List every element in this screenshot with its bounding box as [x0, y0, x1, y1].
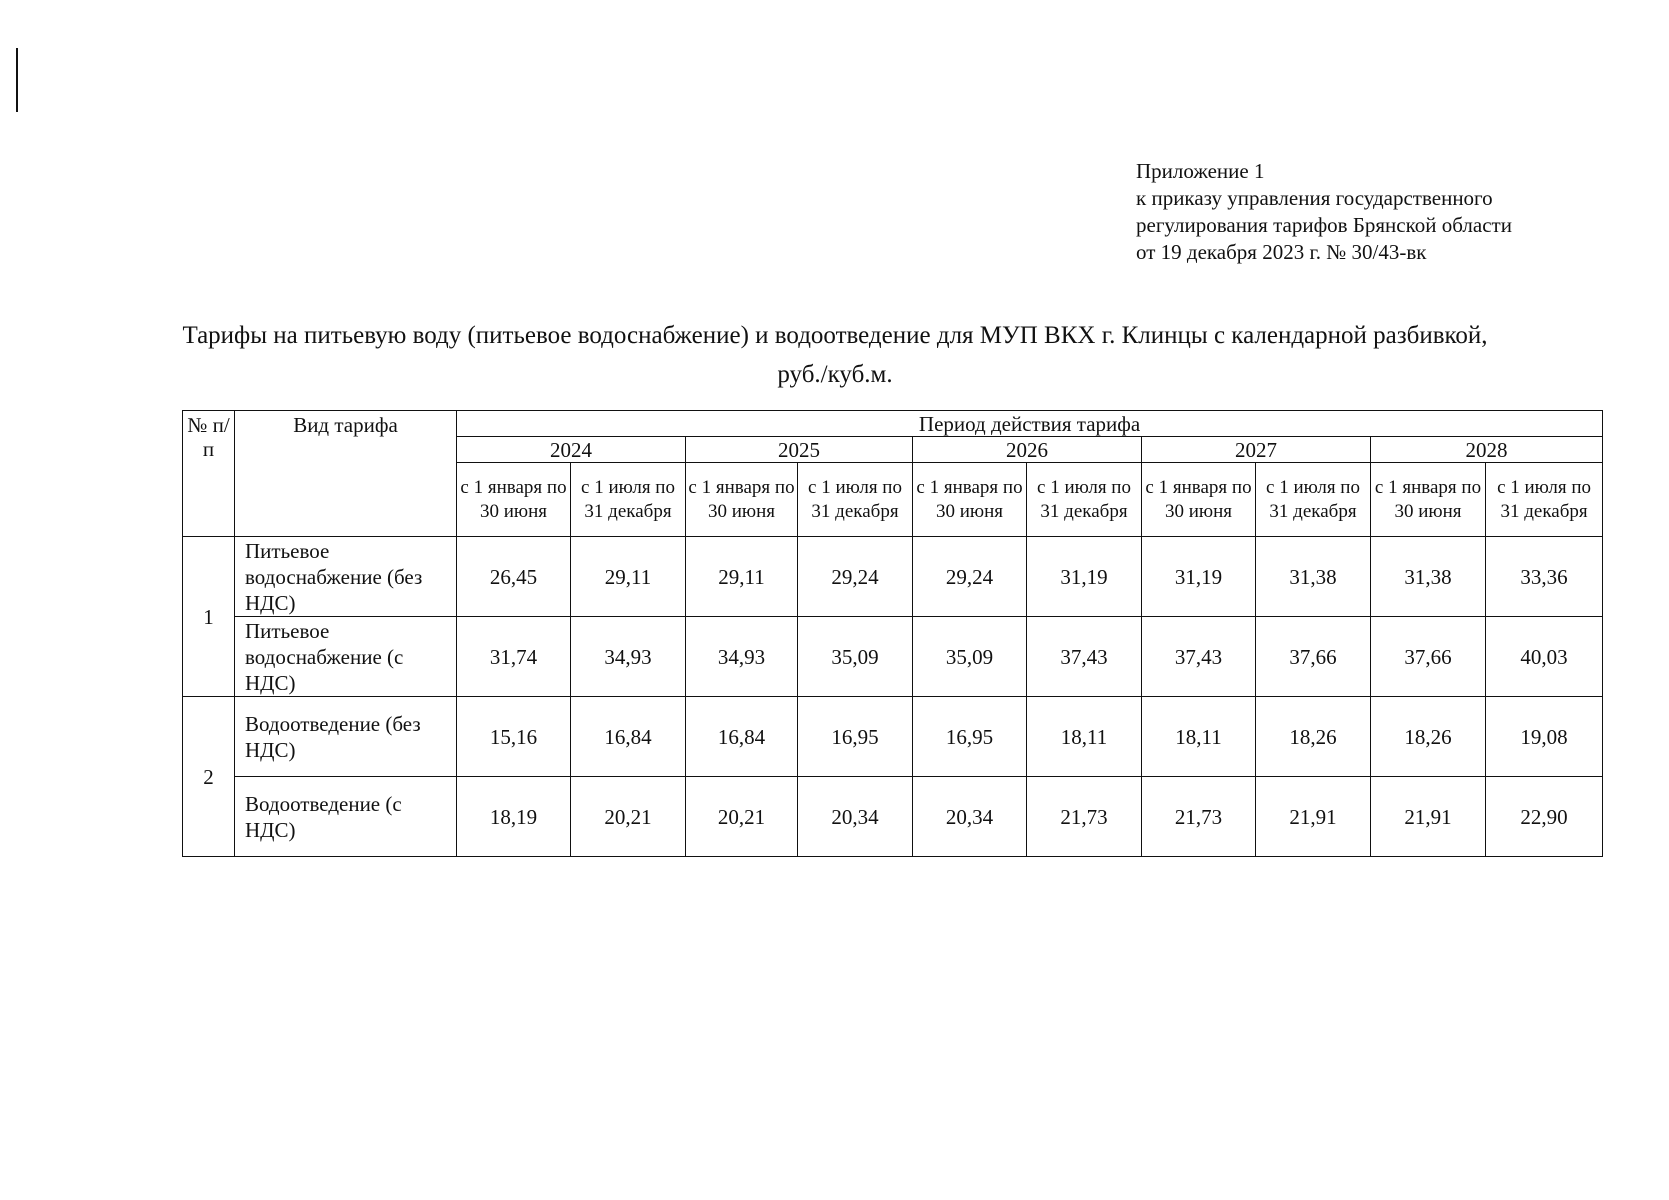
margin-mark [16, 48, 18, 112]
tariff-value: 18,19 [457, 777, 571, 857]
tariff-value: 16,84 [686, 697, 798, 777]
row-number: 1 [183, 537, 235, 697]
appendix-line-4: от 19 декабря 2023 г. № 30/43-вк [1136, 240, 1427, 264]
tariff-value: 21,91 [1371, 777, 1486, 857]
appendix-line-2: к приказу управления государственного [1136, 186, 1493, 210]
tariff-value: 29,11 [571, 537, 686, 617]
tariff-value: 18,11 [1027, 697, 1142, 777]
tariff-value: 20,34 [913, 777, 1027, 857]
appendix-block [1136, 158, 1512, 266]
header-year: 2025 [686, 437, 913, 463]
tariff-value: 31,38 [1256, 537, 1371, 617]
tariff-table [182, 410, 1603, 857]
tariff-value: 40,03 [1486, 617, 1603, 697]
tariff-type-label: Водоотведение (без НДС) [235, 697, 457, 777]
tariff-value: 37,66 [1371, 617, 1486, 697]
tariff-value: 29,24 [798, 537, 913, 617]
document-title-line-1: Тарифы на питьевую воду (питьевое водоснабжение) и водоотведение для МУП ВКХ г. Клинцы с календарной разбивкой, [182, 322, 1488, 349]
tariff-value: 37,43 [1027, 617, 1142, 697]
tariff-value: 20,21 [571, 777, 686, 857]
tariff-type-label: Водоотведение (с НДС) [235, 777, 457, 857]
tariff-type-label: Питьевое водоснабжение (с НДС) [235, 617, 457, 697]
header-period: Период действия тарифа [457, 411, 1603, 437]
tariff-value: 35,09 [798, 617, 913, 697]
tariff-value: 16,95 [798, 697, 913, 777]
header-half-2: с 1 июля по 31 декабря [798, 463, 913, 537]
tariff-value: 22,90 [1486, 777, 1603, 857]
table-row [183, 697, 1603, 777]
tariff-value: 20,21 [686, 777, 798, 857]
tariff-value: 19,08 [1486, 697, 1603, 777]
tariff-value: 31,74 [457, 617, 571, 697]
header-year: 2027 [1142, 437, 1371, 463]
header-half-2: с 1 июля по 31 декабря [1027, 463, 1142, 537]
header-half-2: с 1 июля по 31 декабря [1256, 463, 1371, 537]
tariff-value: 37,43 [1142, 617, 1256, 697]
tariff-value: 21,73 [1027, 777, 1142, 857]
tariff-value: 18,11 [1142, 697, 1256, 777]
document-title [100, 316, 1570, 394]
tariff-value: 34,93 [571, 617, 686, 697]
tariff-value: 37,66 [1256, 617, 1371, 697]
header-half-2: с 1 июля по 31 декабря [571, 463, 686, 537]
tariff-value: 18,26 [1371, 697, 1486, 777]
header-year: 2024 [457, 437, 686, 463]
header-half-1: с 1 января по 30 июня [686, 463, 798, 537]
header-half-1: с 1 января по 30 июня [1371, 463, 1486, 537]
tariff-value: 31,38 [1371, 537, 1486, 617]
header-half-1: с 1 января по 30 июня [1142, 463, 1256, 537]
tariff-value: 31,19 [1027, 537, 1142, 617]
tariff-value: 16,84 [571, 697, 686, 777]
tariff-value: 18,26 [1256, 697, 1371, 777]
appendix-line-3: регулирования тарифов Брянской области [1136, 213, 1512, 237]
tariff-value: 15,16 [457, 697, 571, 777]
appendix-line-1: Приложение 1 [1136, 159, 1265, 183]
tariff-value: 20,34 [798, 777, 913, 857]
tariff-value: 21,73 [1142, 777, 1256, 857]
tariff-value: 33,36 [1486, 537, 1603, 617]
tariff-value: 29,11 [686, 537, 798, 617]
tariff-value: 26,45 [457, 537, 571, 617]
header-year: 2026 [913, 437, 1142, 463]
row-number: 2 [183, 697, 235, 857]
table-row [183, 617, 1603, 697]
tariff-value: 21,91 [1256, 777, 1371, 857]
tariff-type-label: Питьевое водоснабжение (без НДС) [235, 537, 457, 617]
header-half-1: с 1 января по 30 июня [913, 463, 1027, 537]
header-half-2: с 1 июля по 31 декабря [1486, 463, 1603, 537]
tariff-value: 29,24 [913, 537, 1027, 617]
table-row [183, 537, 1603, 617]
tariff-value: 16,95 [913, 697, 1027, 777]
header-year: 2028 [1371, 437, 1603, 463]
table-row [183, 777, 1603, 857]
tariff-value: 31,19 [1142, 537, 1256, 617]
header-half-1: с 1 января по 30 июня [457, 463, 571, 537]
document-title-line-2: руб./куб.м. [777, 361, 893, 388]
tariff-value: 34,93 [686, 617, 798, 697]
header-num: № п/п [183, 411, 235, 537]
header-tariff-type: Вид тарифа [235, 411, 457, 537]
tariff-value: 35,09 [913, 617, 1027, 697]
